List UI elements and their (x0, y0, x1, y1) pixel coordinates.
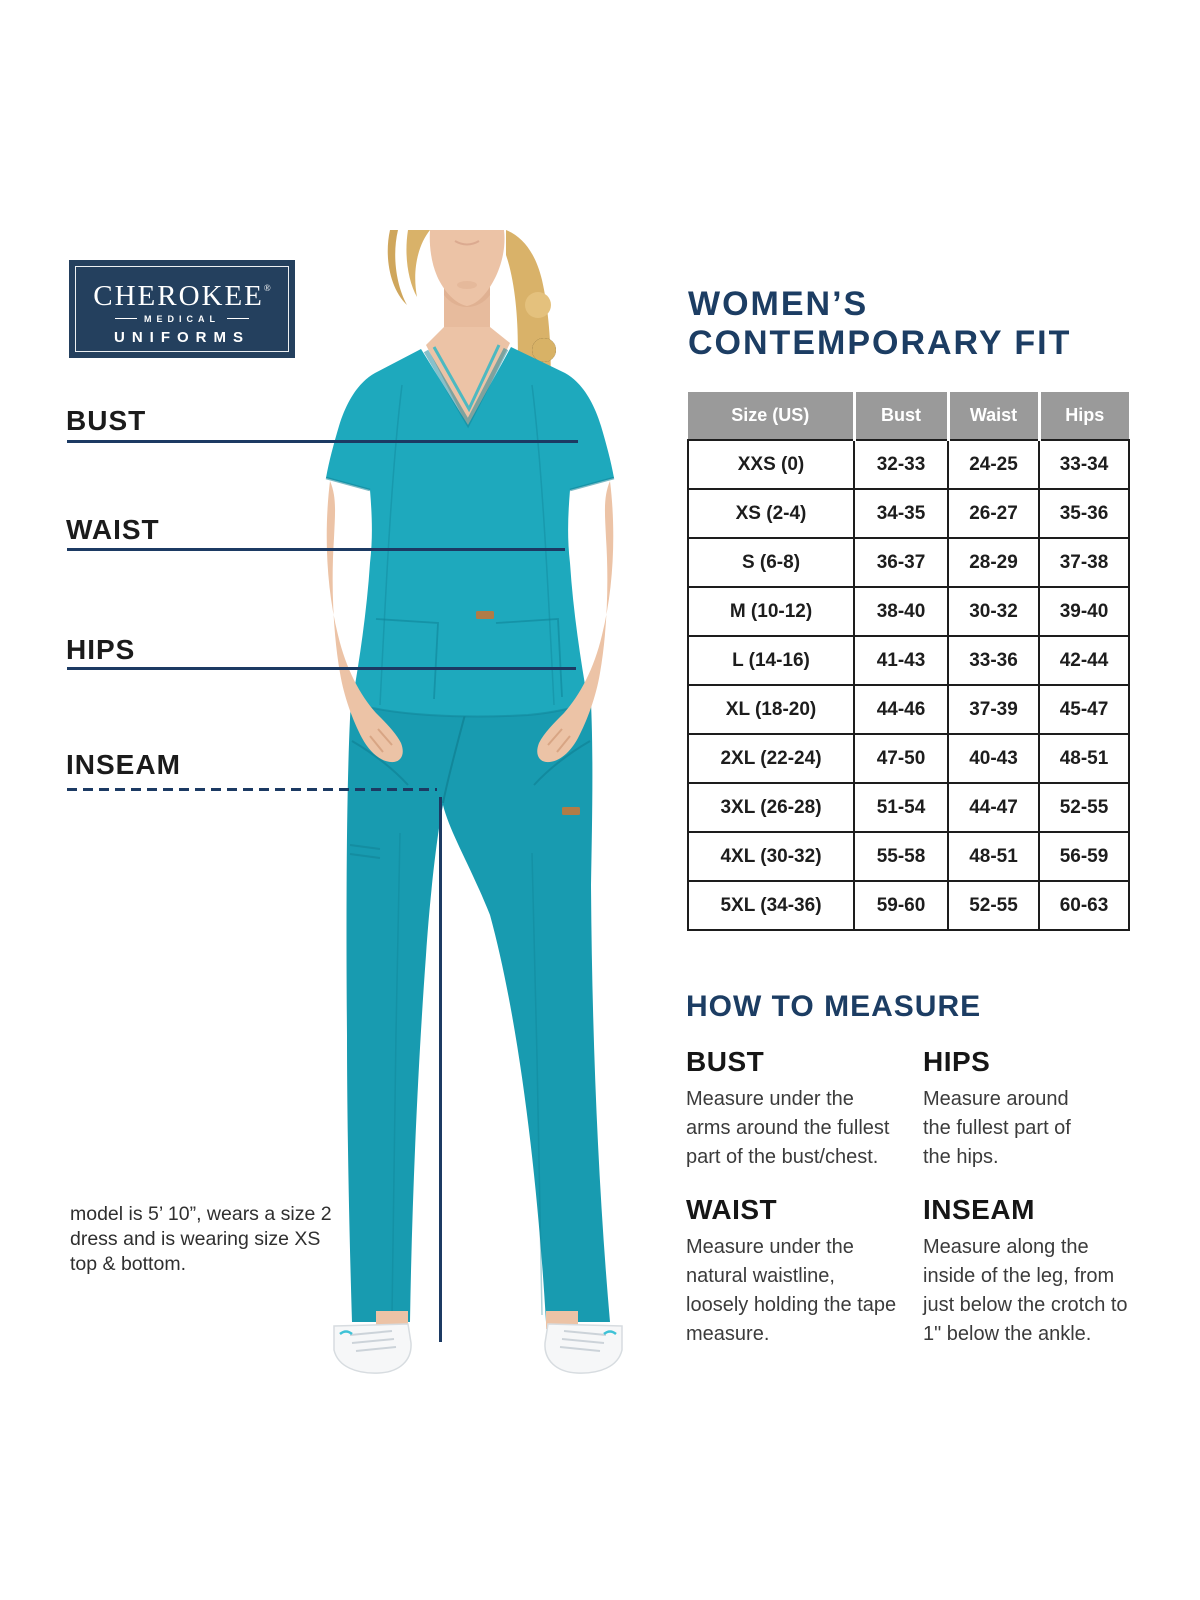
measure-item-inseam (923, 1194, 1138, 1349)
cell-size: M (10-12) (688, 587, 854, 636)
cell-size: 4XL (30-32) (688, 832, 854, 881)
hips-line (67, 667, 576, 670)
cell-bust: 41-43 (854, 636, 948, 685)
bust-line (67, 440, 578, 443)
cell-bust: 36-37 (854, 538, 948, 587)
table-row (688, 783, 1129, 832)
page-title-line2: CONTEMPORARY FIT (688, 324, 1072, 362)
size-chart-body (688, 440, 1129, 930)
how-to-measure-grid (686, 1046, 1138, 1349)
table-row (688, 440, 1129, 489)
cell-waist: 26-27 (948, 489, 1039, 538)
bust-label: BUST (66, 405, 147, 436)
brand-medical-text: MEDICAL (144, 313, 220, 324)
cherokee-logo-border (75, 266, 289, 352)
waist-label: WAIST (66, 514, 160, 545)
table-row (688, 832, 1129, 881)
model-photo (280, 185, 670, 1380)
inseam-label: INSEAM (66, 749, 181, 780)
cell-size: XXS (0) (688, 440, 854, 489)
cell-size: 5XL (34-36) (688, 881, 854, 930)
cell-size: 3XL (26-28) (688, 783, 854, 832)
table-row (688, 734, 1129, 783)
how-to-measure-title: HOW TO MEASURE (686, 990, 982, 1023)
measure-item-text: Measure under the arms around the fullest part of the bust/chest. (686, 1088, 890, 1168)
cell-waist: 52-55 (948, 881, 1039, 930)
cell-size: XL (18-20) (688, 685, 854, 734)
cell-waist: 33-36 (948, 636, 1039, 685)
measure-item-label: HIPS (923, 1046, 991, 1077)
cell-size: S (6-8) (688, 538, 854, 587)
cell-hips: 35-36 (1039, 489, 1129, 538)
cell-bust: 32-33 (854, 440, 948, 489)
cell-size: L (14-16) (688, 636, 854, 685)
brand-name-text: CHEROKEE (93, 279, 264, 312)
cell-bust: 47-50 (854, 734, 948, 783)
column-header-waist: Waist (948, 392, 1039, 440)
table-row (688, 881, 1129, 930)
cell-bust: 59-60 (854, 881, 948, 930)
registered-mark: ® (263, 282, 271, 293)
inseam-line-vertical (439, 797, 442, 1342)
cell-hips: 45-47 (1039, 685, 1129, 734)
cell-waist: 37-39 (948, 685, 1039, 734)
size-chart-table (687, 392, 1130, 931)
table-row (688, 489, 1129, 538)
page-title (688, 285, 1071, 363)
cell-hips: 60-63 (1039, 881, 1129, 930)
measure-item-text: Measure under the natural waistline, loosely holding the tape measure. (686, 1236, 897, 1345)
hips-label: HIPS (66, 634, 136, 665)
cell-waist: 30-32 (948, 587, 1039, 636)
header-row (688, 392, 1129, 440)
cell-hips: 33-34 (1039, 440, 1129, 489)
logo-dash-right (227, 318, 249, 319)
model-note: model is 5’ 10”, wears a size 2 dress and is wearing size XS top & bottom. (70, 1203, 332, 1275)
measure-item-label: WAIST (686, 1194, 778, 1225)
cell-size: 2XL (22-24) (688, 734, 854, 783)
measure-item-hips (923, 1046, 1138, 1172)
table-row (688, 685, 1129, 734)
column-header-hips: Hips (1039, 392, 1129, 440)
cell-waist: 48-51 (948, 832, 1039, 881)
measure-item-waist (686, 1194, 923, 1349)
size-chart-header (688, 392, 1129, 440)
measure-item-label: INSEAM (923, 1194, 1035, 1225)
inseam-line-dashed (67, 788, 437, 791)
cell-bust: 44-46 (854, 685, 948, 734)
logo-dash-left (115, 318, 137, 319)
cell-hips: 37-38 (1039, 538, 1129, 587)
cell-bust: 38-40 (854, 587, 948, 636)
measure-item-label: BUST (686, 1046, 765, 1077)
waist-line (67, 548, 565, 551)
measure-item-text: Measure along the inside of the leg, from just below the crotch to 1" below the ankle. (923, 1236, 1128, 1345)
measure-item-bust (686, 1046, 923, 1172)
cell-bust: 34-35 (854, 489, 948, 538)
cell-bust: 51-54 (854, 783, 948, 832)
brand-uniforms-text: UNIFORMS (114, 328, 250, 346)
cell-waist: 24-25 (948, 440, 1039, 489)
column-header-size: Size (US) (688, 392, 854, 440)
cell-hips: 42-44 (1039, 636, 1129, 685)
cell-hips: 52-55 (1039, 783, 1129, 832)
column-header-bust: Bust (854, 392, 948, 440)
cell-waist: 28-29 (948, 538, 1039, 587)
brand-name (93, 273, 271, 311)
table-row (688, 636, 1129, 685)
brand-medical-row (108, 314, 256, 324)
measure-item-text: Measure around the fullest part of the hips. (923, 1088, 1071, 1168)
cell-waist: 40-43 (948, 734, 1039, 783)
cherokee-logo (69, 260, 295, 358)
table-row (688, 538, 1129, 587)
cell-hips: 39-40 (1039, 587, 1129, 636)
cell-hips: 56-59 (1039, 832, 1129, 881)
cell-size: XS (2-4) (688, 489, 854, 538)
model-figure (326, 230, 622, 1373)
cell-hips: 48-51 (1039, 734, 1129, 783)
cell-waist: 44-47 (948, 783, 1039, 832)
page-title-line1: WOMEN’S (688, 285, 869, 323)
cell-bust: 55-58 (854, 832, 948, 881)
table-row (688, 587, 1129, 636)
